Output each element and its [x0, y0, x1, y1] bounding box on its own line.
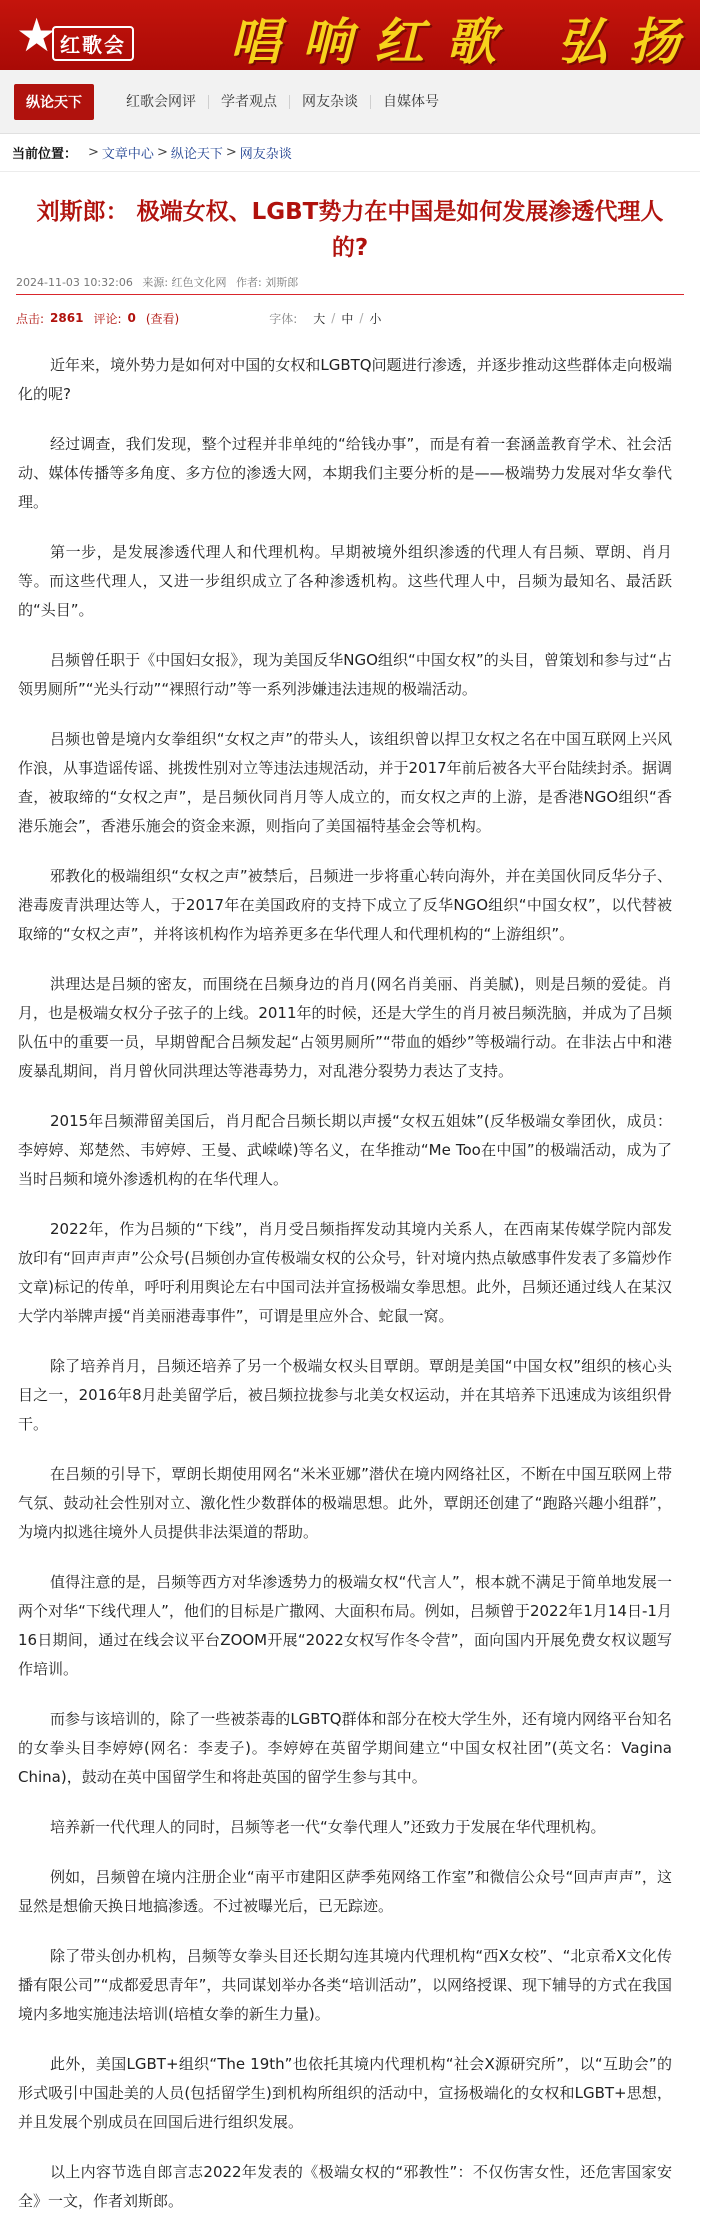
article-title: 刘斯郎： 极端女权、LGBT势力在中国是如何发展渗透代理人的?	[36, 199, 664, 261]
article-paragraph: 在吕频的引导下，覃朗长期使用网名“米米亚娜”潜伏在境内网络社区，不断在中国互联网上带气氛、鼓动社会性别对立、激化性少数群体的极端思想。此外，覃朗还创建了“跑路兴趣小组群”，为境内拟逃往境外人员提供非法渠道的帮助。	[18, 1465, 672, 1541]
article-paragraph: 2022年，作为吕频的“下线”，肖月受吕频指挥发动其境内关系人，在西南某传媒学院内部发放印有“回声声声”公众号(吕频创办宣传极端女权的公众号，针对境内热点敏感事件发表了多篇炒作文章)标记的传单，呼吁利用舆论左右中国司法并宣扬极端女拳思想。此外，吕频还通过线人在某汉大学内举牌声援“肖美丽港毒事件”，可谓是里应外合、蛇鼠一窝。	[18, 1220, 672, 1325]
article-paragraph: 近年来，境外势力是如何对中国的女权和LGBTQ问题进行渗透，并逐步推动这些群体走向极端化的呢?	[18, 356, 672, 403]
logo-text: 红歌会	[52, 26, 134, 61]
font-size-large[interactable]: 大	[313, 311, 326, 326]
clicks-count: 2861	[50, 311, 84, 325]
clicks-label: 点击:	[16, 311, 45, 326]
breadcrumb-separator: >	[156, 145, 168, 160]
article-paragraph: 洪理达是吕频的密友，而围绕在吕频身边的肖月(网名肖美丽、肖美腻)，则是吕频的爱徒。肖月，也是极端女权分子弦子的上线。2011年的时候，还是大学生的肖月被吕频洗脑，并成为了吕频队伍中的重要一员，早期曾配合吕频发起“占领男厕所”“带血的婚纱”等极端行动。在非法占中和港废暴乱期间，肖月曾伙同洪理达等港毒势力，对乱港分裂势力表达了支持。	[18, 975, 672, 1080]
site-banner	[0, 0, 700, 70]
article-paragraph: 吕频也曾是境内女拳组织“女权之声”的带头人，该组织曾以捍卫女权之名在中国互联网上兴风作浪，从事造谣传谣、挑拨性别对立等违法违规活动，并于2017年前后被各大平台陆续封杀。据调查，被取缔的“女权之声”，是吕频伙同肖月等人成立的，而女权之声的上游，是香港NGO组织“香港乐施会”，香港乐施会的资金来源，则指向了美国福特基金会等机构。	[18, 730, 672, 835]
nav-item-netizens[interactable]: 网友杂谈	[289, 95, 370, 109]
breadcrumb	[0, 134, 700, 172]
font-size-medium[interactable]: 中	[341, 311, 354, 326]
article-paragraph: 除了带头创办机构，吕频等女拳头目还长期勾连其境内代理机构“西X女校”、“北京希X文化传播有限公司”“成都爱思青年”，共同谋划举办各类“培训活动”，以网络授课、现下辅导的方式在我国境内多地实施违法培训(培植女拳的新生力量)。	[18, 1947, 672, 2023]
article-paragraph: 经过调查，我们发现，整个过程并非单纯的“给钱办事”，而是有着一套涵盖教育学术、社会活动、媒体传播等多角度、多方位的渗透大网，本期我们主要分析的是——极端势力发展对华女拳代理。	[18, 435, 672, 511]
article-paragraph: 2015年吕频滞留美国后，肖月配合吕频长期以声援“女权五姐妹”(反华极端女拳团伙，成员：李婷婷、郑楚然、韦婷婷、王曼、武嵘嵘)等名义，在华推动“Me Too在中国”的极端活动，成为了当时吕频和境外渗透机构的在华代理人。	[18, 1112, 672, 1188]
main-nav	[0, 70, 700, 134]
article-paragraph: 第一步，是发展渗透代理人和代理机构。早期被境外组织渗透的代理人有吕频、覃朗、肖月等。而这些代理人，又进一步组织成立了各种渗透机构。这些代理人中，吕频为最知名、最活跃的“头目”。	[18, 543, 672, 619]
star-icon: ★	[16, 8, 58, 62]
article-meta	[16, 274, 684, 295]
font-size-label: 字体:	[269, 311, 298, 326]
view-comments-link[interactable]: (查看)	[145, 311, 180, 326]
nav-item-scholars[interactable]: 学者观点	[208, 95, 289, 109]
breadcrumb-link-articles[interactable]: 文章中心	[101, 147, 154, 162]
article-paragraph: 以上内容节选自郎言志2022年发表的《极端女权的“邪教性”：不仅伤害女性，还危害国家安全》一文，作者刘斯郎。	[18, 2163, 672, 2210]
article-body	[0, 331, 700, 2216]
article-paragraph: 除了培养肖月，吕频还培养了另一个极端女权头目覃朗。覃朗是美国“中国女权”组织的核心头目之一，2016年8月赴美留学后，被吕频拉拢参与北美女权运动，并在其培养下迅速成为该组织骨干。	[18, 1357, 672, 1433]
nav-item-pinglun[interactable]: 红歌会网评	[126, 93, 196, 110]
comments-count: 0	[127, 311, 136, 325]
article-paragraph: 例如，吕频曾在境内注册企业“南平市建阳区萨季苑网络工作室”和微信公众号“回声声声”，这显然是想偷天换日地搞渗透。不过被曝光后，已无踪迹。	[18, 1868, 672, 1915]
article-paragraph: 培养新一代代理人的同时，吕频等老一代“女拳代理人”还致力于发展在华代理机构。	[50, 1818, 606, 1836]
comments-label: 评论:	[93, 311, 122, 326]
article-paragraph: 此外，美国LGBT+组织“The 19th”也依托其境内代理机构“社会X源研究所”，以“互助会”的形式吸引中国赴美的人员(包括留学生)到机构所组织的活动中，宣扬极端化的女权和LGBT+思想，并且发展个别成员在回国后进行组织发展。	[18, 2055, 672, 2131]
article-author: 作者: 刘斯郎	[236, 276, 299, 289]
article-paragraph: 吕频曾任职于《中国妇女报》，现为美国反华NGO组织“中国女权”的头目，曾策划和参与过“占领男厕所”“光头行动”“裸照行动”等一系列涉嫌违法违规的极端活动。	[18, 651, 672, 698]
breadcrumb-link-zatan[interactable]: 网友杂谈	[239, 147, 292, 162]
banner-slogan: 唱响红歌 弘扬	[230, 12, 701, 71]
breadcrumb-label: 当前位置：	[12, 147, 78, 162]
breadcrumb-separator: >	[225, 145, 237, 160]
article-paragraph: 值得注意的是，吕频等西方对华渗透势力的极端女权“代言人”，根本就不满足于简单地发展一两个对华“下线代理人”，他们的目标是广撒网、大面积布局。例如，吕频曾于2022年1月14日-1月16日期间，通过在线会议平台ZOOM开展“2022女权写作冬令营”，面向国内开展免费女权议题写作培训。	[18, 1573, 672, 1678]
nav-item-active[interactable]: 纵论天下	[14, 84, 94, 120]
article-datetime: 2024-11-03 10:32:06	[16, 276, 133, 289]
article-paragraph: 邪教化的极端组织“女权之声”被禁后，吕频进一步将重心转向海外，并在美国伙同反华分子、港毒废青洪理达等人，于2017年在美国政府的支持下成立了反华NGO组织“中国女权”，以代替被取缔的“女权之声”，并将该机构作为培养更多在华代理人和代理机构的“上游组织”。	[18, 867, 672, 943]
font-size-small[interactable]: 小	[369, 311, 382, 326]
nav-item-media[interactable]: 自媒体号	[370, 95, 451, 109]
breadcrumb-separator: >	[88, 145, 99, 160]
breadcrumb-link-zonglun[interactable]: 纵论天下	[170, 147, 223, 162]
article-stats: 点击: 2861 评论: 0 (查看) 字体: 大 / 中 / 小	[16, 311, 382, 326]
article-source: 来源: 红色文化网	[142, 276, 227, 289]
article-paragraph: 而参与该培训的，除了一些被荼毒的LGBTQ群体和部分在校大学生外，还有境内网络平台知名的女拳头目李婷婷(网名：李麦子)。李婷婷在英留学期间建立“中国女权社团”(英文名：Vagina China)，鼓动在英中国留学生和将赴英国的留学生参与其中。	[18, 1710, 672, 1786]
site-logo[interactable]	[16, 8, 141, 62]
